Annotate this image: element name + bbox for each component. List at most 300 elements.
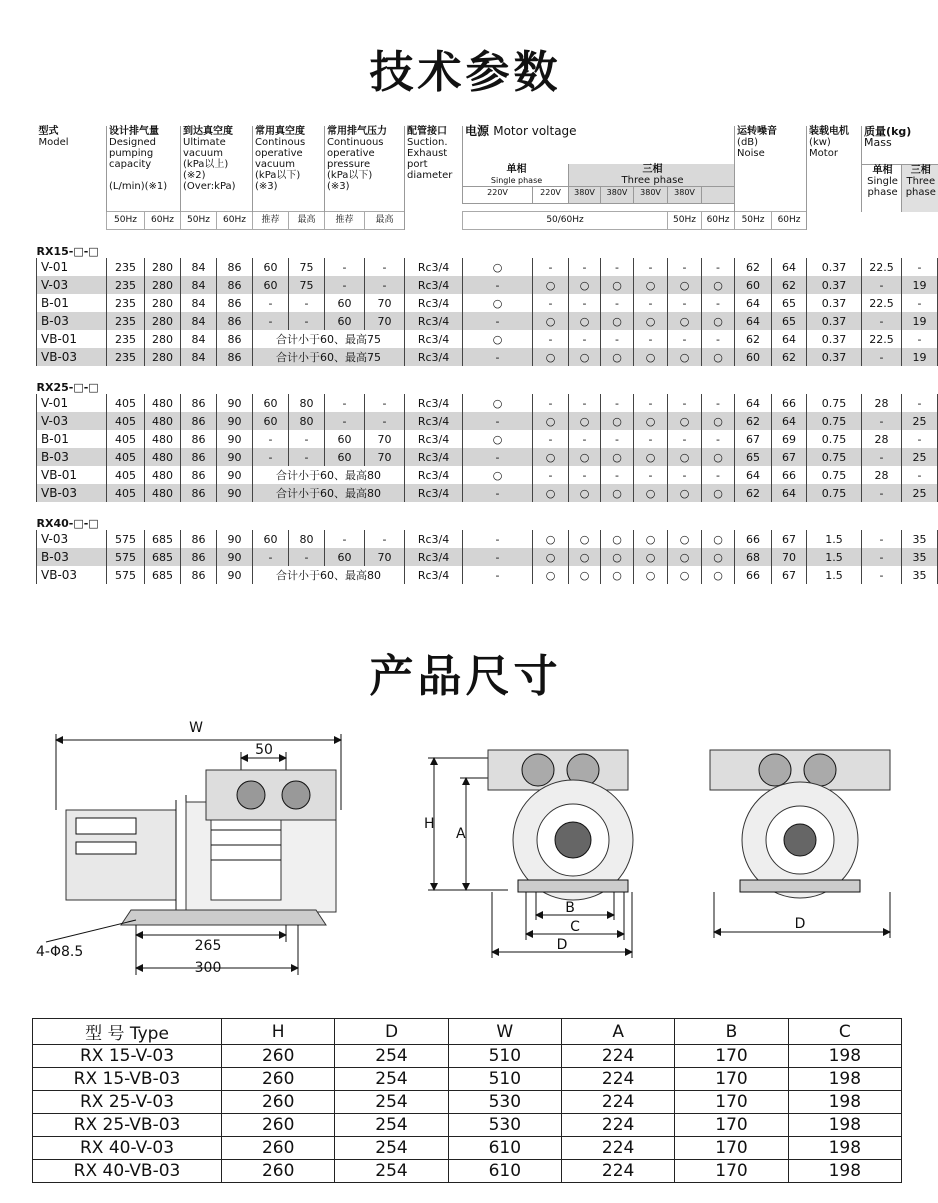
table-cell: - <box>463 348 533 366</box>
table-cell: - <box>533 466 569 484</box>
table-cell: ○ <box>601 312 634 330</box>
table-cell: - <box>325 412 365 430</box>
table-cell: ○ <box>569 548 601 566</box>
table-cell: ○ <box>702 484 735 502</box>
dim-cell: 198 <box>788 1091 901 1114</box>
table-cell: 35 <box>902 566 938 584</box>
dim-cell: 254 <box>335 1045 448 1068</box>
table-row <box>33 1045 902 1068</box>
table-cell: 64 <box>772 330 807 348</box>
dim-cell: 530 <box>448 1114 561 1137</box>
dim-header: W <box>448 1019 561 1045</box>
table-cell: 64 <box>772 484 807 502</box>
hd-voltage: 220V <box>533 187 569 204</box>
table-cell: - <box>325 530 365 548</box>
table-cell: 86 <box>217 258 253 276</box>
table-cell: 685 <box>145 548 181 566</box>
table-cell: 70 <box>365 294 405 312</box>
table-cell: ○ <box>601 530 634 548</box>
table-cell: - <box>702 258 735 276</box>
table-cell: 86 <box>181 548 217 566</box>
table-cell: ○ <box>702 530 735 548</box>
table-cell: 合计小于60、最高75 <box>253 348 405 366</box>
table-cell: ○ <box>569 312 601 330</box>
table-cell: 0.75 <box>807 466 862 484</box>
label-C: C <box>570 919 580 935</box>
table-cell: - <box>862 276 902 294</box>
table-cell: ○ <box>634 412 668 430</box>
row-model: V-01 <box>37 394 107 412</box>
table-row <box>37 430 938 448</box>
table-cell: 235 <box>107 258 145 276</box>
table-cell: - <box>533 294 569 312</box>
hd-ultimate: 到达真空度 Ultimate vacuum (kPa以上) (※2) (Over:kPa) <box>181 126 253 212</box>
table-cell: 60 <box>325 430 365 448</box>
table-cell: - <box>634 466 668 484</box>
table-cell: ○ <box>634 448 668 466</box>
table-cell: 84 <box>181 330 217 348</box>
table-cell: ○ <box>463 330 533 348</box>
table-cell: - <box>862 412 902 430</box>
dim-cell: 198 <box>788 1114 901 1137</box>
table-cell: 70 <box>365 312 405 330</box>
table-cell: 0.37 <box>807 330 862 348</box>
table-cell: ○ <box>601 412 634 430</box>
table-cell: 22.5 <box>862 294 902 312</box>
table-row <box>37 484 938 502</box>
hd-model: 型式 Model <box>38 126 69 148</box>
dim-cell: 170 <box>675 1114 788 1137</box>
table-cell: 405 <box>107 448 145 466</box>
dim-cell: 254 <box>335 1137 448 1160</box>
table-cell: ○ <box>634 348 668 366</box>
table-cell: 90 <box>217 466 253 484</box>
hd-three-phase: 三相 Three phase <box>569 164 735 187</box>
table-cell: - <box>902 294 938 312</box>
table-cell: 84 <box>181 276 217 294</box>
table-cell: - <box>862 448 902 466</box>
hd-voltage: 380V <box>634 187 668 204</box>
table-cell: 35 <box>902 548 938 566</box>
table-cell: 65 <box>735 448 772 466</box>
table-cell: ○ <box>668 448 702 466</box>
table-cell: Rc3/4 <box>405 430 463 448</box>
table-cell: 75 <box>289 276 325 294</box>
table-cell: ○ <box>533 412 569 430</box>
table-cell: 405 <box>107 466 145 484</box>
table-cell: - <box>668 294 702 312</box>
table-cell: - <box>289 448 325 466</box>
table-row <box>37 276 938 294</box>
table-cell: 280 <box>145 312 181 330</box>
table-cell: ○ <box>533 548 569 566</box>
table-row <box>37 548 938 566</box>
table-cell: 0.37 <box>807 312 862 330</box>
table-cell: 69 <box>772 430 807 448</box>
table-cell: 64 <box>735 466 772 484</box>
table-cell: ○ <box>569 348 601 366</box>
table-cell: Rc3/4 <box>405 566 463 584</box>
table-cell: ○ <box>533 530 569 548</box>
label-50: 50 <box>255 742 273 758</box>
hd-voltage: 380V <box>569 187 601 204</box>
dim-cell: 224 <box>561 1068 674 1091</box>
table-cell: - <box>463 530 533 548</box>
table-cell: 90 <box>217 530 253 548</box>
hd-motor: 装载电机 (kw) Motor <box>807 126 862 230</box>
table-cell: 28 <box>862 466 902 484</box>
table-cell: 86 <box>181 466 217 484</box>
table-row <box>37 294 938 312</box>
dim-type: RX 15-V-03 <box>33 1045 222 1068</box>
table-cell: - <box>702 466 735 484</box>
table-cell: 480 <box>145 466 181 484</box>
table-cell: - <box>463 566 533 584</box>
dim-cell: 510 <box>448 1068 561 1091</box>
table-cell: - <box>634 394 668 412</box>
table-cell: Rc3/4 <box>405 448 463 466</box>
table-cell: - <box>569 430 601 448</box>
table-cell: - <box>862 312 902 330</box>
hd-voltage: 380V <box>601 187 634 204</box>
table-cell: 90 <box>217 448 253 466</box>
table-cell: ○ <box>463 394 533 412</box>
table-cell: 480 <box>145 448 181 466</box>
table-cell: 60 <box>253 258 289 276</box>
group-name: RX40-□-□ <box>36 517 99 530</box>
table-cell: 86 <box>181 448 217 466</box>
dim-cell: 224 <box>561 1114 674 1137</box>
table-cell: ○ <box>668 484 702 502</box>
table-cell: 67 <box>772 566 807 584</box>
table-cell: - <box>902 466 938 484</box>
table-cell: 67 <box>735 430 772 448</box>
table-cell: ○ <box>668 548 702 566</box>
table-cell: - <box>569 330 601 348</box>
row-model: B-03 <box>37 548 107 566</box>
spec-group <box>37 230 938 367</box>
table-cell: ○ <box>668 566 702 584</box>
table-cell: 62 <box>735 330 772 348</box>
row-model: VB-03 <box>37 348 107 366</box>
table-cell: ○ <box>463 430 533 448</box>
row-model: B-01 <box>37 294 107 312</box>
table-cell: - <box>365 412 405 430</box>
table-cell: - <box>533 430 569 448</box>
table-row <box>37 566 938 584</box>
table-cell: - <box>702 330 735 348</box>
table-cell: ○ <box>702 348 735 366</box>
dim-cell: 170 <box>675 1137 788 1160</box>
table-cell: Rc3/4 <box>405 258 463 276</box>
table-cell: 86 <box>181 412 217 430</box>
table-cell: - <box>601 294 634 312</box>
table-cell: 75 <box>289 258 325 276</box>
table-cell: 84 <box>181 294 217 312</box>
table-cell: - <box>668 330 702 348</box>
table-cell: ○ <box>569 566 601 584</box>
table-cell: - <box>634 430 668 448</box>
hd-unit: 50Hz <box>668 212 702 230</box>
table-cell: - <box>668 430 702 448</box>
table-cell: 0.75 <box>807 394 862 412</box>
hd-unit: 最高 <box>289 212 325 230</box>
dim-header: D <box>335 1019 448 1045</box>
table-row <box>37 530 938 548</box>
hd-power: 电源 Motor voltage <box>463 126 735 164</box>
dim-cell: 224 <box>561 1045 674 1068</box>
table-cell: ○ <box>463 466 533 484</box>
table-cell: - <box>463 412 533 430</box>
table-cell: 280 <box>145 348 181 366</box>
table-cell: 60 <box>253 394 289 412</box>
table-cell: 67 <box>772 448 807 466</box>
table-cell: - <box>668 394 702 412</box>
hd-unit: 60Hz <box>145 212 181 230</box>
dim-header: A <box>561 1019 674 1045</box>
table-cell: ○ <box>569 448 601 466</box>
row-model: V-03 <box>37 530 107 548</box>
table-cell: 480 <box>145 430 181 448</box>
table-row <box>37 412 938 430</box>
dim-cell: 170 <box>675 1091 788 1114</box>
table-row <box>37 448 938 466</box>
table-cell: - <box>668 466 702 484</box>
table-cell: - <box>601 466 634 484</box>
row-model: VB-01 <box>37 330 107 348</box>
table-cell: - <box>601 430 634 448</box>
table-cell: - <box>463 448 533 466</box>
table-cell: 86 <box>181 394 217 412</box>
table-cell: ○ <box>601 348 634 366</box>
hd-port: 配管接口 Suction. Exhaust port diameter <box>405 126 463 230</box>
table-cell: - <box>569 294 601 312</box>
table-cell: - <box>289 294 325 312</box>
dim-header: B <box>675 1019 788 1045</box>
table-cell: Rc3/4 <box>405 348 463 366</box>
table-cell: 90 <box>217 394 253 412</box>
table-cell: 280 <box>145 276 181 294</box>
table-cell: Rc3/4 <box>405 466 463 484</box>
table-cell: 25 <box>902 412 938 430</box>
table-cell: - <box>702 294 735 312</box>
hd-noise: 运转噪音 (dB) Noise <box>735 126 807 212</box>
table-cell: - <box>463 312 533 330</box>
table-cell: - <box>569 258 601 276</box>
table-cell: ○ <box>702 312 735 330</box>
table-cell: 0.75 <box>807 412 862 430</box>
hd-cont-vac: 常用真空度 Continous operative vacuum (kPa以下) (※3) <box>253 126 325 212</box>
table-cell: ○ <box>533 448 569 466</box>
table-cell: 60 <box>253 412 289 430</box>
table-cell: - <box>289 548 325 566</box>
side-view-drawing <box>36 710 366 980</box>
table-cell: - <box>601 258 634 276</box>
dim-cell: 198 <box>788 1045 901 1068</box>
dim-header: H <box>222 1019 335 1045</box>
table-cell: 60 <box>325 294 365 312</box>
table-cell: ○ <box>702 412 735 430</box>
spec-header <box>37 126 938 230</box>
table-cell: 62 <box>735 412 772 430</box>
dim-cell: 198 <box>788 1160 901 1183</box>
dim-cell: 260 <box>222 1114 335 1137</box>
table-cell: Rc3/4 <box>405 394 463 412</box>
hd-capacity: 设计排气量 Designed pumping capacity (L/min)(※1) <box>107 126 181 212</box>
table-row <box>33 1137 902 1160</box>
label-D: D <box>556 937 568 953</box>
table-cell: ○ <box>668 276 702 294</box>
front-view-drawing <box>418 740 658 970</box>
table-row <box>37 394 938 412</box>
table-cell: 235 <box>107 330 145 348</box>
dim-cell: 260 <box>222 1160 335 1183</box>
hd-single-phase: 单相 Single phase <box>463 164 569 187</box>
hd-unit: 50Hz <box>107 212 145 230</box>
table-cell: 60 <box>325 548 365 566</box>
table-cell: 685 <box>145 530 181 548</box>
table-cell: 405 <box>107 430 145 448</box>
table-cell: - <box>325 394 365 412</box>
table-row <box>37 330 938 348</box>
hd-unit: 60Hz <box>702 212 735 230</box>
table-cell: - <box>533 330 569 348</box>
table-cell: 235 <box>107 294 145 312</box>
table-cell: ○ <box>634 530 668 548</box>
hd-cont-pres: 常用排气压力 Continuous operative pressure (kPa以下) (※3) <box>325 126 405 212</box>
table-cell: Rc3/4 <box>405 484 463 502</box>
table-cell: - <box>702 430 735 448</box>
table-cell: - <box>289 312 325 330</box>
table-cell: 70 <box>772 548 807 566</box>
table-cell: ○ <box>569 412 601 430</box>
table-cell: 86 <box>181 530 217 548</box>
table-cell: 84 <box>181 312 217 330</box>
table-cell: ○ <box>601 276 634 294</box>
label-H: H <box>424 816 435 832</box>
table-cell: 70 <box>365 448 405 466</box>
table-cell: 0.75 <box>807 484 862 502</box>
table-cell: 65 <box>772 312 807 330</box>
table-cell: 60 <box>735 276 772 294</box>
table-cell: 64 <box>735 312 772 330</box>
table-cell: 70 <box>365 548 405 566</box>
dimension-table <box>32 1018 902 1183</box>
table-cell: - <box>862 484 902 502</box>
table-cell: 64 <box>735 394 772 412</box>
table-cell: 0.37 <box>807 276 862 294</box>
table-cell: 19 <box>902 348 938 366</box>
table-row <box>37 258 938 276</box>
table-cell: 28 <box>862 430 902 448</box>
table-row <box>33 1114 902 1137</box>
table-cell: 35 <box>902 530 938 548</box>
table-cell: ○ <box>668 348 702 366</box>
table-cell: - <box>463 276 533 294</box>
table-cell: ○ <box>634 276 668 294</box>
dim-cell: 530 <box>448 1091 561 1114</box>
table-cell: 280 <box>145 294 181 312</box>
table-cell: ○ <box>601 448 634 466</box>
row-model: VB-03 <box>37 566 107 584</box>
dim-type: RX 40-VB-03 <box>33 1160 222 1183</box>
table-cell: Rc3/4 <box>405 548 463 566</box>
table-cell: - <box>601 330 634 348</box>
table-cell: ○ <box>533 276 569 294</box>
label-B: B <box>565 900 575 916</box>
table-cell: - <box>902 394 938 412</box>
table-row <box>33 1160 902 1183</box>
dimensions-title: 产品尺寸 <box>369 651 562 702</box>
table-cell: 80 <box>289 394 325 412</box>
table-row <box>33 1068 902 1091</box>
table-cell: 1.5 <box>807 530 862 548</box>
dim-cell: 510 <box>448 1045 561 1068</box>
dim-type: RX 25-VB-03 <box>33 1114 222 1137</box>
table-cell: 575 <box>107 566 145 584</box>
table-cell: 86 <box>217 276 253 294</box>
table-cell: - <box>325 258 365 276</box>
table-cell: ○ <box>533 348 569 366</box>
hd-unit: 推荐 <box>325 212 365 230</box>
table-cell: - <box>634 330 668 348</box>
hd-voltage: 380V <box>668 187 702 204</box>
table-cell: - <box>902 430 938 448</box>
group-name: RX25-□-□ <box>36 381 99 394</box>
table-cell: 66 <box>772 466 807 484</box>
dim-cell: 260 <box>222 1045 335 1068</box>
dim-header: 型 号 Type <box>33 1019 222 1045</box>
table-cell: 22.5 <box>862 258 902 276</box>
table-cell: 25 <box>902 484 938 502</box>
table-cell: 64 <box>735 294 772 312</box>
table-cell: 90 <box>217 566 253 584</box>
table-cell: ○ <box>634 312 668 330</box>
table-cell: ○ <box>702 448 735 466</box>
table-cell: ○ <box>569 276 601 294</box>
table-cell: 90 <box>217 412 253 430</box>
spec-table <box>36 126 938 584</box>
table-cell: ○ <box>634 548 668 566</box>
hd-mass-single: 单相 Single phase <box>862 164 902 212</box>
table-cell: 19 <box>902 276 938 294</box>
table-cell: - <box>325 276 365 294</box>
dim-cell: 170 <box>675 1160 788 1183</box>
dim-cell: 198 <box>788 1068 901 1091</box>
table-cell: 68 <box>735 548 772 566</box>
row-model: B-01 <box>37 430 107 448</box>
table-cell: ○ <box>668 312 702 330</box>
dim-cell: 198 <box>788 1137 901 1160</box>
table-cell: 22.5 <box>862 330 902 348</box>
table-cell: - <box>668 258 702 276</box>
label-D-rear: D <box>794 916 806 932</box>
table-cell: - <box>365 394 405 412</box>
table-cell: 90 <box>217 484 253 502</box>
table-cell: - <box>533 394 569 412</box>
table-cell: ○ <box>601 566 634 584</box>
table-cell: - <box>862 548 902 566</box>
table-cell: 280 <box>145 258 181 276</box>
table-cell: - <box>365 276 405 294</box>
hd-mass-three: 三相 Three phase <box>902 164 938 212</box>
table-cell: 405 <box>107 412 145 430</box>
table-cell: 70 <box>365 430 405 448</box>
table-cell: 25 <box>902 448 938 466</box>
table-cell: 62 <box>772 276 807 294</box>
table-cell: 60 <box>325 312 365 330</box>
table-cell: 84 <box>181 258 217 276</box>
